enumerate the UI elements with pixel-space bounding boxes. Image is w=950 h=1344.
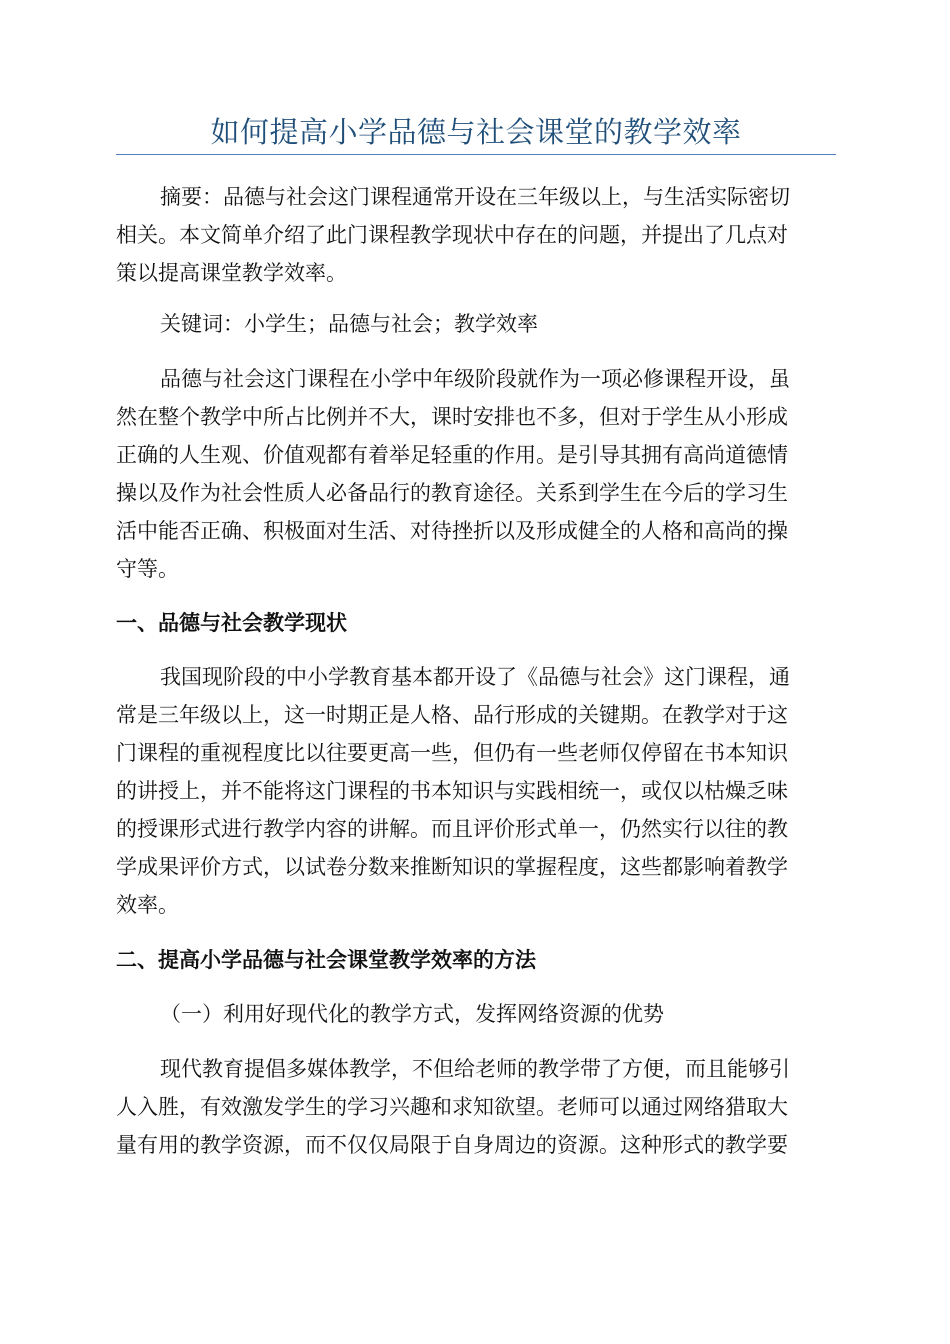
abstract-line: 策以提高课堂教学效率。 [116, 261, 347, 285]
document-title: 如何提高小学品德与社会课堂的教学效率 [210, 115, 742, 149]
abstract-line: 摘要：品德与社会这门课程通常开设在三年级以上，与生活实际密切 [160, 185, 790, 209]
intro-paragraph [116, 360, 836, 588]
section2-heading: 二、提高小学品德与社会课堂教学效率的方法 [116, 947, 536, 972]
section1-line: 的授课形式进行教学内容的讲解。而且评价形式单一，仍然实行以往的教 [116, 817, 788, 841]
section1-line: 的讲授上，并不能将这门课程的书本知识与实践相统一，或仅以枯燥乏味 [116, 779, 788, 803]
section2-paragraph [116, 1050, 836, 1164]
section2-line: 人入胜，有效激发学生的学习兴趣和求知欲望。老师可以通过网络猎取大 [116, 1095, 788, 1119]
intro-line: 守等。 [116, 557, 179, 581]
section2-line: 量有用的教学资源，而不仅仅局限于自身周边的资源。这种形式的教学要 [116, 1133, 788, 1157]
section2-line: 现代教育提倡多媒体教学，不但给老师的教学带了方便，而且能够引 [160, 1057, 790, 1081]
section1-line: 我国现阶段的中小学教育基本都开设了《品德与社会》这门课程，通 [160, 665, 790, 689]
title-underline [116, 154, 836, 155]
section2-subheading: （一）利用好现代化的教学方式，发挥网络资源的优势 [160, 1002, 664, 1026]
section1-line: 门课程的重视程度比以往要更高一些，但仍有一些老师仅停留在书本知识 [116, 741, 788, 765]
section1-paragraph [116, 658, 836, 924]
abstract-line: 相关。本文简单介绍了此门课程教学现状中存在的问题，并提出了几点对 [116, 223, 788, 247]
section1-line: 学成果评价方式，以试卷分数来推断知识的掌握程度，这些都影响着教学 [116, 855, 788, 879]
keywords-paragraph [116, 305, 836, 343]
intro-line: 活中能否正确、积极面对生活、对待挫折以及形成健全的人格和高尚的操 [116, 519, 788, 543]
intro-line: 操以及作为社会性质人必备品行的教育途径。关系到学生在今后的学习生 [116, 481, 788, 505]
keywords-line: 关键词：小学生；品德与社会；教学效率 [160, 312, 538, 336]
section1-heading: 一、品德与社会教学现状 [116, 610, 347, 635]
section1-line: 常是三年级以上，这一时期正是人格、品行形成的关键期。在教学对于这 [116, 703, 788, 727]
intro-line: 然在整个教学中所占比例并不大，课时安排也不多，但对于学生从小形成 [116, 405, 788, 429]
intro-line: 品德与社会这门课程在小学中年级阶段就作为一项必修课程开设，虽 [160, 367, 790, 391]
intro-line: 正确的人生观、价值观都有着举足轻重的作用。是引导其拥有高尚道德情 [116, 443, 788, 467]
abstract-paragraph [116, 178, 836, 292]
section1-line: 效率。 [116, 893, 179, 917]
